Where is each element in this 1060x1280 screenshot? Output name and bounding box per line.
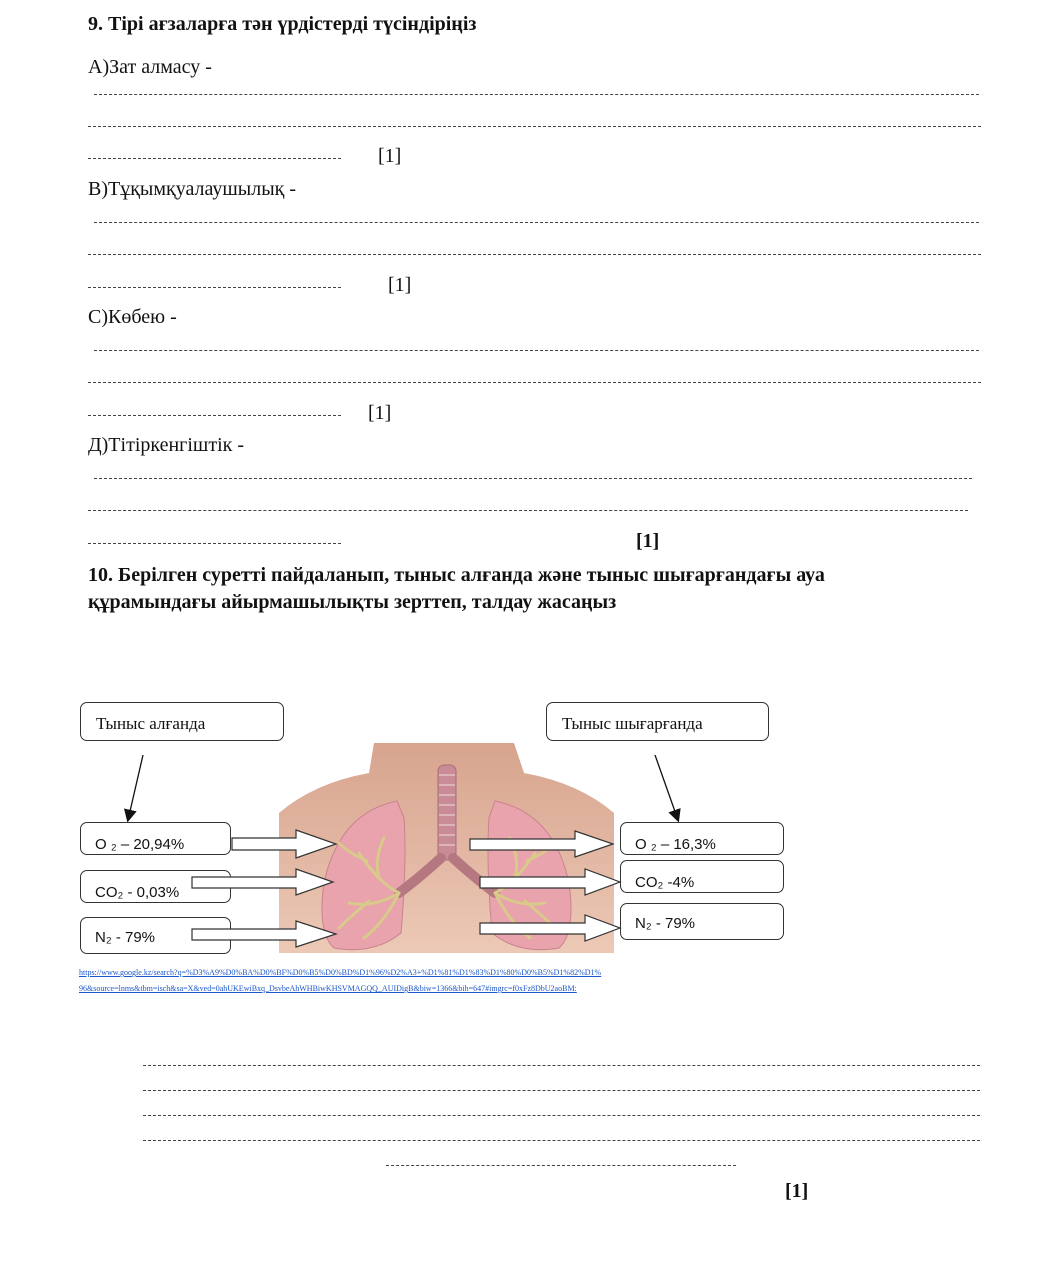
inhale-o2-box (80, 822, 231, 855)
item-a-label: А)Зат алмасу - (88, 56, 212, 78)
question-9-title: 9. Тірі ағзаларға тән үрдістерді түсіндіріңіз (88, 13, 477, 35)
arrow-right-icon (480, 915, 620, 941)
answer-line[interactable] (88, 510, 968, 511)
question-10-title: 10. Берілген суретті пайдаланып, тыныс алғанда және тыныс шығарғандағы ауа (88, 564, 825, 586)
item-d-label: Д)Тітіркенгіштік - (88, 434, 245, 456)
arrow-right-icon (192, 921, 336, 947)
answer-line[interactable] (88, 158, 341, 159)
arrow-right-icon (192, 869, 333, 895)
answer-line[interactable] (143, 1090, 980, 1091)
item-a-mark: [1] (378, 145, 402, 167)
answer-line[interactable] (94, 222, 979, 223)
exhale-co2-value: CO₂ -4% (635, 874, 695, 891)
answer-line[interactable] (94, 350, 979, 351)
answer-line[interactable] (386, 1165, 736, 1166)
inhale-header-label: Тыныс алғанда (96, 714, 206, 733)
item-b-label: В)Тұқымқуалаушылық - (88, 178, 297, 200)
answer-line[interactable] (94, 478, 972, 479)
answer-line[interactable] (88, 254, 981, 255)
answer-line[interactable] (143, 1065, 980, 1066)
item-c-mark: [1] (368, 402, 392, 424)
arrow-right-icon (480, 869, 620, 895)
arrow-right-icon (232, 830, 336, 858)
exhale-n2-box (620, 903, 784, 940)
question-10-mark: [1] (785, 1180, 809, 1202)
item-d-mark: [1] (636, 530, 660, 552)
arrow-right-icon (470, 831, 613, 857)
image-source-link[interactable]: https://www.google.kz/search?q=%D3%A9%D0%BA%D0%BF%D0%B5%D0%BD%D1%96%D2%A3+%D1%81%D1%83%D1%80%D0%B5%D1%82%D1% (79, 968, 602, 977)
answer-line[interactable] (88, 543, 341, 544)
exhale-header-box (546, 702, 769, 741)
exhale-o2-box (620, 822, 784, 855)
inhale-o2-value: O ₂ – 20,94% (95, 836, 185, 853)
answer-line[interactable] (88, 126, 981, 127)
answer-line[interactable] (143, 1115, 980, 1116)
exhale-o2-value: O ₂ – 16,3% (635, 836, 716, 853)
question-10-title-cont: құрамындағы айырмашылықты зерттеп, талдау жасаңыз (88, 591, 617, 613)
inhale-co2-value: CO₂ - 0,03% (95, 884, 180, 901)
answer-line[interactable] (88, 382, 981, 383)
answer-line[interactable] (88, 415, 341, 416)
inhale-co2-box (80, 870, 231, 903)
image-source-link-cont[interactable]: 96&source=lnms&tbm=isch&sa=X&ved=0ahUKEwiBxq_DsvbeAhWHBiwKHSVMAGQQ_AUIDigB&biw=1366&bih=647#imgrc=f0xFz8DbU2aoBM: (79, 984, 577, 993)
item-b-mark: [1] (388, 274, 412, 296)
inhale-n2-value: N₂ - 79% (95, 929, 156, 946)
answer-line[interactable] (88, 287, 341, 288)
exhale-n2-value: N₂ - 79% (635, 915, 696, 932)
inhale-header-box (80, 702, 284, 741)
exhale-co2-box (620, 860, 784, 893)
lungs-illustration-icon (279, 743, 614, 953)
exhale-header-label: Тыныс шығарғанда (562, 714, 703, 733)
answer-line[interactable] (143, 1140, 980, 1141)
answer-line[interactable] (94, 94, 979, 95)
inhale-n2-box (80, 917, 231, 954)
item-c-label: С)Көбею - (88, 306, 177, 328)
